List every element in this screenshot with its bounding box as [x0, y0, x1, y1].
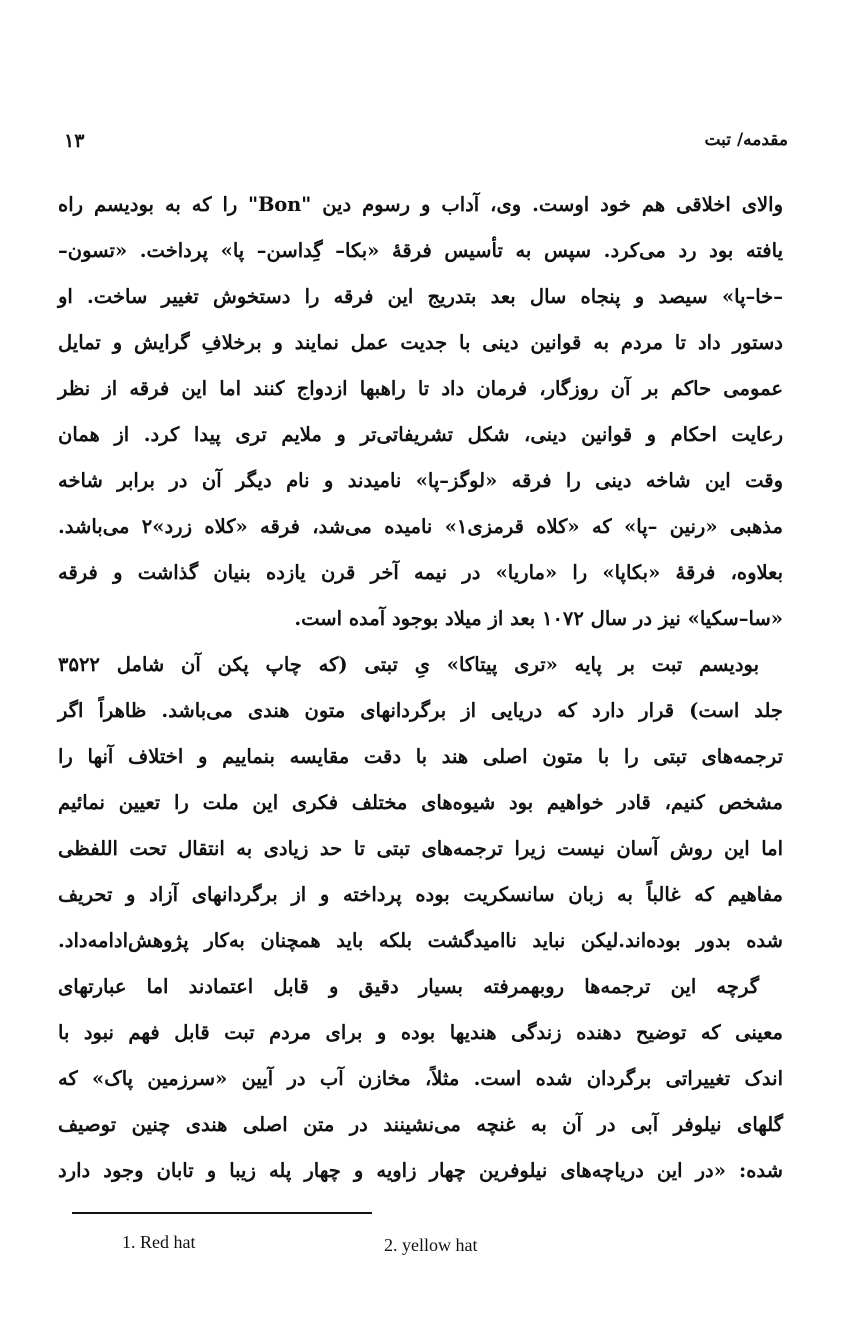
text-line: اما این روش آسان نیست زیرا ترجمه‌های تبتی تا حد زیادی به انتقال تحت اللفظی	[58, 837, 783, 860]
footnote-divider	[72, 1212, 372, 1214]
text-line: وقت این شاخه دینی را فرقه «لوگز–پا» نامیدند و نام دیگر آن در برابر شاخه	[58, 469, 783, 492]
text-line: مشخص کنیم، قادر خواهیم بود شیوه‌های مختلف فکری این ملت را تعیین نمائیم	[58, 791, 783, 814]
paragraph-last-line: شده بدور بوده‌اند.لیکن نباید ناامیدگشت بلکه باید همچنان به‌کار پژوهش‌ادامه‌داد.	[58, 929, 783, 952]
text-line: مفاهیم که غالباً به زبان سانسکریت بوده پرداخته و از برگردانهای آزاد و تحریف	[58, 883, 783, 906]
text-line: یافته بود رد می‌کرد. سپس به تأسیس فرقهٔ «بکا– گِداسن– پا» پرداخت. «تسون–	[58, 239, 783, 262]
paragraph-last-line: «سا–سکیا» نیز در سال ۱۰۷۲ بعد از میلاد بوجود آمده است.	[294, 607, 783, 630]
running-title: مقدمه/ تبت	[704, 130, 788, 150]
page-header	[58, 128, 788, 164]
text-line: مذهبی «رنین –پا» که «کلاه قرمزی۱» نامیده می‌شد، فرقه «کلاه زرد»۲ می‌باشد.	[58, 515, 783, 538]
footnote-1: 1. Red hat	[122, 1232, 196, 1252]
text-line: ترجمه‌های تبتی را با متون اصلی هند با دقت مقایسه بنماییم و اختلاف آنها را	[58, 745, 783, 768]
text-line: –خا–پا» سیصد و پنجاه سال بعد بتدریج این فرقه را دستخوش تغییر ساخت. او	[58, 285, 783, 308]
text-line: جلد است) قرار دارد که دریایی از برگردانهای متون هندی می‌باشد. ظاهراً اگر	[58, 699, 783, 722]
text-line: عمومی حاکم بر آن روزگار، فرمان داد تا راهبها ازدواج کنند اما این فرقه از نظر	[58, 377, 783, 400]
text-line: گلهای نیلوفر آبی در آن به غنچه می‌نشینند در متن اصلی هندی چنین توصیف	[58, 1113, 783, 1136]
paragraph-first-line: بودیسم تبت بر پایه «تری پیتاکا» یِ تبتی (که چاپ پکن آن شامل ۳۵۲۲	[58, 653, 759, 676]
paragraph-first-line: گرچه این ترجمه‌ها روبهمرفته بسیار دقیق و قابل اعتمادند اما عبارتهای	[58, 975, 759, 998]
text-line: والای اخلاقی هم خود اوست. وی، آداب و رسوم دین "Bon" را که به بودیسم راه	[58, 193, 783, 216]
footnote-2: 2. yellow hat	[384, 1235, 478, 1255]
page-number: ۱۳	[64, 130, 85, 152]
text-line: معینی که توضیح دهنده زندگی هندیها بوده و برای مردم تبت قابل فهم نبود با	[58, 1021, 783, 1044]
text-line: بعلاوه، فرقهٔ «بکاپا» را «ماریا» در نیمه آخر قرن یازده بنیان گذاشت و فرقه	[58, 561, 783, 584]
text-line: اندک تغییراتی برگردان شده است. مثلاً، مخازن آب در آیین «سرزمین پاک» که	[58, 1067, 783, 1090]
text-line: دستور داد تا مردم به قوانین دینی با جدیت عمل نمایند و برخلافِ گرایش و تمایل	[58, 331, 783, 354]
footnotes	[122, 1232, 622, 1258]
text-line: شده: «در این دریاچه‌های نیلوفرین چهار زاویه و چهار پله زیبا و تابان وجود دارد	[58, 1159, 783, 1182]
body-text	[58, 182, 783, 1194]
text-line: رعایت احکام و قوانین دینی، شکل تشریفاتی‌تر و ملایم تری پیدا کرد. از همان	[58, 423, 783, 446]
